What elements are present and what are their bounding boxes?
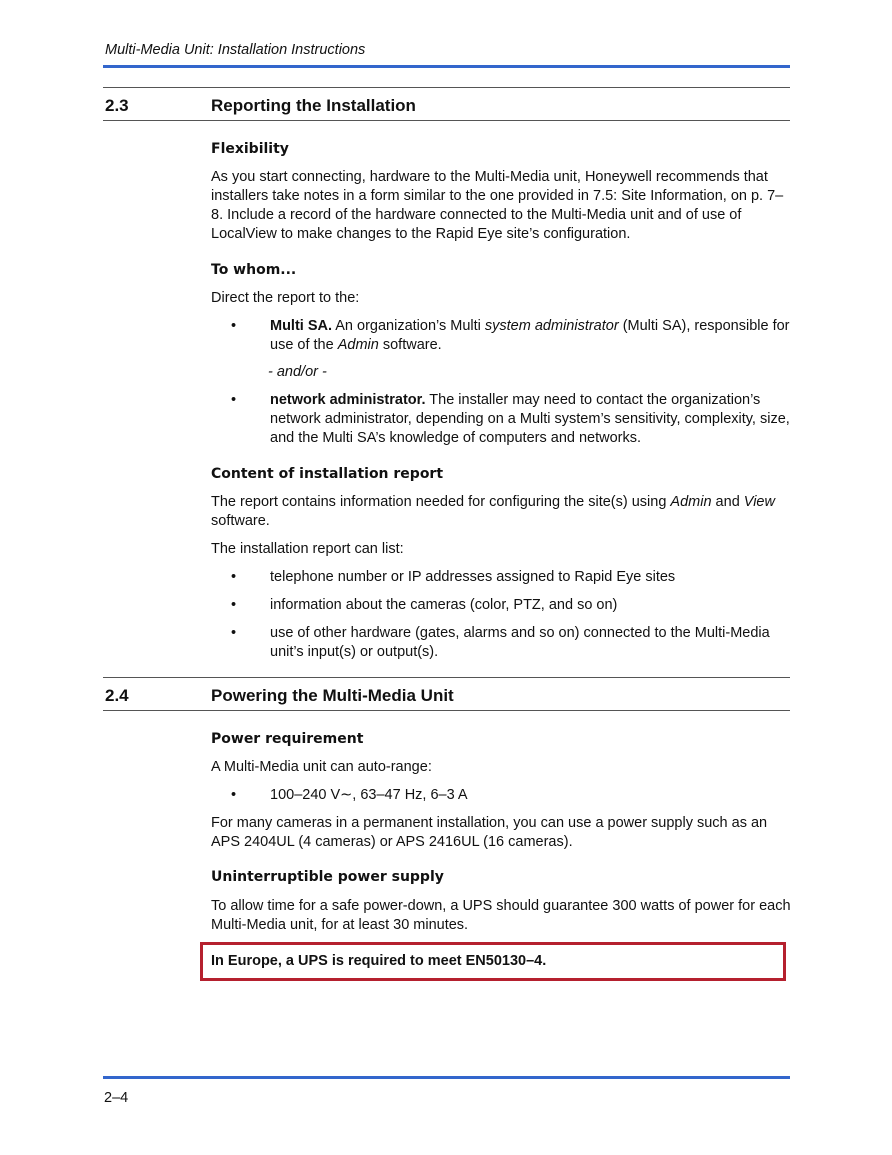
and-or-separator: - and/or - — [268, 364, 327, 380]
list-item: telephone number or IP addresses assigned to Rapid Eye sites — [270, 569, 676, 585]
section-number: 2.3 — [105, 96, 129, 115]
subheading-content: Content of installation report — [211, 466, 444, 482]
bullet-marker: • — [231, 392, 237, 408]
text-span: The report contains information needed for configuring the site(s) using — [211, 494, 671, 510]
section-rule-bottom — [103, 120, 790, 121]
bullet-marker: • — [231, 597, 237, 613]
running-head: Multi-Media Unit: Installation Instructions — [105, 42, 366, 58]
text-span: software. — [211, 513, 270, 529]
paragraph-report-list-intro: The installation report can list: — [211, 541, 404, 557]
section-number: 2.4 — [105, 686, 129, 705]
list-item-multi-sa — [270, 317, 790, 355]
italic-span: View — [743, 494, 775, 510]
section-rule-top — [103, 677, 790, 678]
section-rule-top — [103, 87, 790, 88]
text-span: The installer may need to contact the organization’s network administrator, depending on a Multi system’s sensitivity, complexity, size, and the Multi SA’s knowledge of computers and networks. — [270, 392, 790, 446]
subheading-power: Power requirement — [211, 731, 364, 747]
paragraph-power-supply: For many cameras in a permanent installation, you can use a power supply such as an APS 2404UL (4 cameras) or APS 2416UL (16 cameras). — [211, 815, 768, 850]
section-rule-bottom — [103, 710, 790, 711]
note-text: In Europe, a UPS is required to meet EN50130–4. — [211, 953, 547, 969]
subheading-ups: Uninterruptible power supply — [211, 869, 444, 885]
paragraph-report-contents — [211, 493, 791, 531]
paragraph-direct-report: Direct the report to the: — [211, 290, 360, 306]
list-item-power-spec: 100–240 V∼, 63–47 Hz, 6–3 A — [270, 787, 468, 803]
page-number: 2–4 — [104, 1090, 129, 1106]
paragraph-flexibility: As you start connecting, hardware to the Multi-Media unit, Honeywell recommends that installers take notes in a form similar to the one provided in 7.5: Site Information, on p. 7–8. Include a record of the hardware connected to the Multi-Media unit and of use of LocalView to make changes to the Rapid Eye site’s configuration. — [211, 169, 784, 242]
bullet-marker: • — [231, 569, 237, 585]
list-item-network-admin — [270, 391, 790, 448]
paragraph-ups: To allow time for a safe power-down, a UPS should guarantee 300 watts of power for each Multi-Media unit, for at least 30 minutes. — [211, 898, 791, 933]
list-item: information about the cameras (color, PTZ, and so on) — [270, 597, 618, 613]
header-rule — [103, 65, 790, 68]
bullet-marker: • — [231, 625, 237, 641]
term-multi-sa: Multi SA. — [270, 318, 333, 334]
italic-span: system administrator — [484, 318, 619, 334]
bullet-marker: • — [231, 318, 237, 334]
term-network-admin: network administrator. — [270, 392, 426, 408]
subheading-to-whom: To whom... — [211, 262, 297, 278]
text-span: and — [711, 494, 744, 510]
text-span: An organization’s Multi — [332, 318, 485, 334]
section-title: Reporting the Installation — [211, 96, 416, 115]
italic-span: Admin — [337, 337, 379, 353]
paragraph-auto-range: A Multi-Media unit can auto-range: — [211, 759, 432, 775]
italic-span: Admin — [670, 494, 712, 510]
text-span: software. — [378, 337, 442, 353]
subheading-flexibility: Flexibility — [211, 141, 289, 157]
bullet-marker: • — [231, 787, 237, 803]
footer-rule — [103, 1076, 790, 1079]
text-span: (Multi SA), responsible for use of the — [270, 318, 790, 353]
list-item: use of other hardware (gates, alarms and so on) connected to the Multi-Media unit’s input(s) or output(s). — [270, 625, 770, 660]
section-title: Powering the Multi-Media Unit — [211, 686, 454, 705]
